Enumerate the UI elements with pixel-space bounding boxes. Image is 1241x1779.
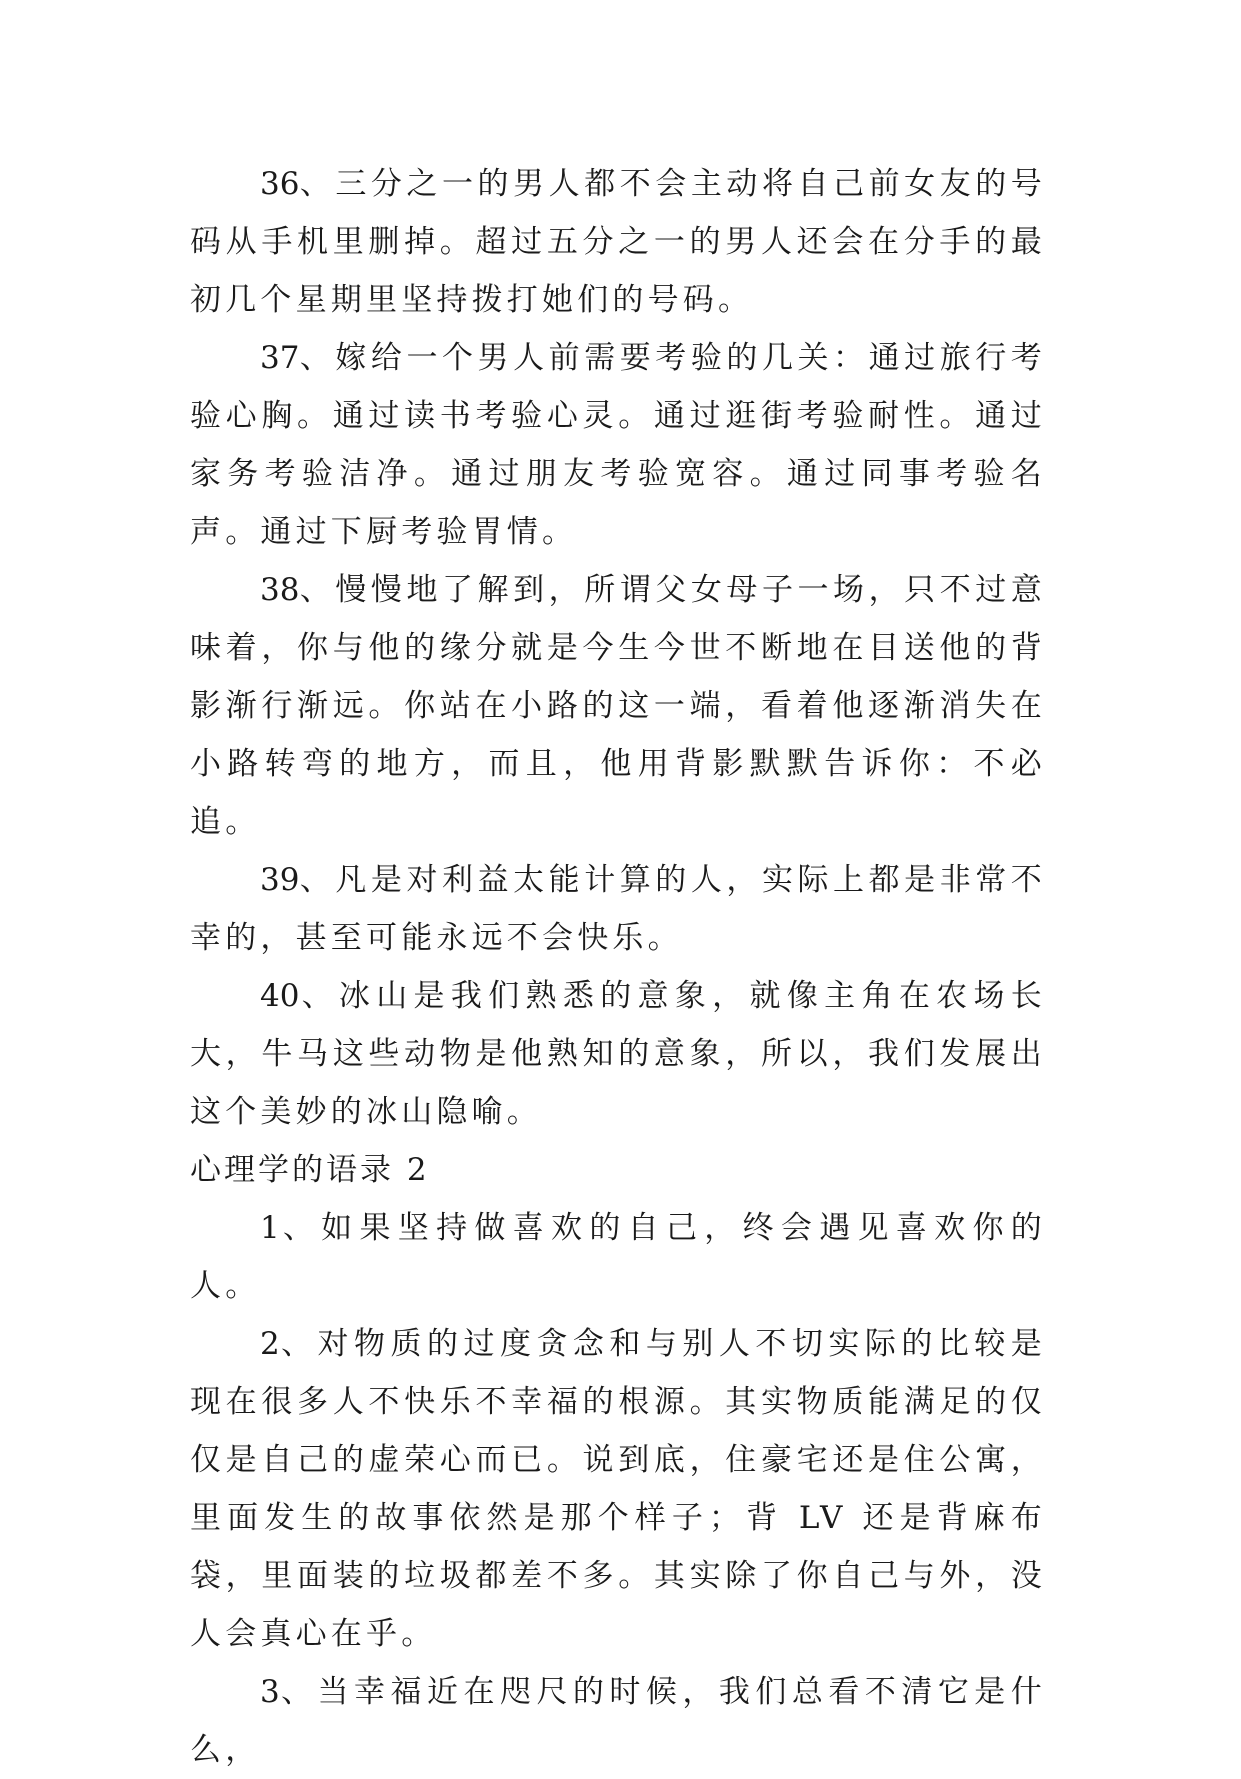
item-number: 1 <box>260 1210 280 1246</box>
paragraph-text: 、三分之一的男人都不会主动将自己前女友的号码从手机里删掉。超过五分之一的男人还会在分手的最初几个星期里坚持拨打她们的号码。 <box>190 166 1046 318</box>
paragraph-37 <box>190 329 1046 561</box>
paragraph-text: 、慢慢地了解到，所谓父女母子一场，只不过意味着，你与他的缘分就是今生今世不断地在目送他的背影渐行渐远。你站在小路的这一端，看着他逐渐消失在小路转弯的地方，而且，他用背影默默告诉你：不必追。 <box>190 572 1046 840</box>
paragraph-1 <box>190 1199 1046 1315</box>
paragraph-2 <box>190 1315 1046 1663</box>
item-number: 2 <box>260 1326 280 1362</box>
paragraph-36 <box>190 155 1046 329</box>
paragraph-text: 、对物质的过度贪念和与别人不切实际的比较是现在很多人不快乐不幸福的根源。其实物质能满足的仅仅是自己的虚荣心而已。说到底，住豪宅还是住公寓，里面发生的故事依然是那个样子；背 LV 还是背麻布袋，里面装的垃圾都差不多。其实除了你自己与外，没人会真心在乎。 <box>190 1326 1046 1652</box>
paragraph-38 <box>190 561 1046 851</box>
item-number: 3 <box>260 1674 280 1710</box>
item-number: 37 <box>260 340 300 376</box>
paragraph-text: 、当幸福近在咫尺的时候，我们总看不清它是什么， <box>190 1674 1046 1768</box>
section-heading: 心理学的语录 2 <box>190 1152 430 1188</box>
item-number: 39 <box>260 862 300 898</box>
document-body <box>190 155 1046 1779</box>
paragraph-text: 、冰山是我们熟悉的意象，就像主角在农场长大，牛马这些动物是他熟知的意象，所以，我们发展出这个美妙的冰山隐喻。 <box>190 978 1046 1130</box>
item-number: 38 <box>260 572 300 608</box>
paragraph-text: 、凡是对利益太能计算的人，实际上都是非常不幸的，甚至可能永远不会快乐。 <box>190 862 1046 956</box>
paragraph-3 <box>190 1663 1046 1779</box>
paragraph-text: 、如果坚持做喜欢的自己，终会遇见喜欢你的人。 <box>190 1210 1046 1304</box>
paragraph-39 <box>190 851 1046 967</box>
item-number: 40 <box>260 978 300 1014</box>
paragraph-text: 、嫁给一个男人前需要考验的几关：通过旅行考验心胸。通过读书考验心灵。通过逛街考验耐性。通过家务考验洁净。通过朋友考验宽容。通过同事考验名声。通过下厨考验胃情。 <box>190 340 1046 550</box>
paragraph-40 <box>190 967 1046 1141</box>
item-number: 36 <box>260 166 300 202</box>
